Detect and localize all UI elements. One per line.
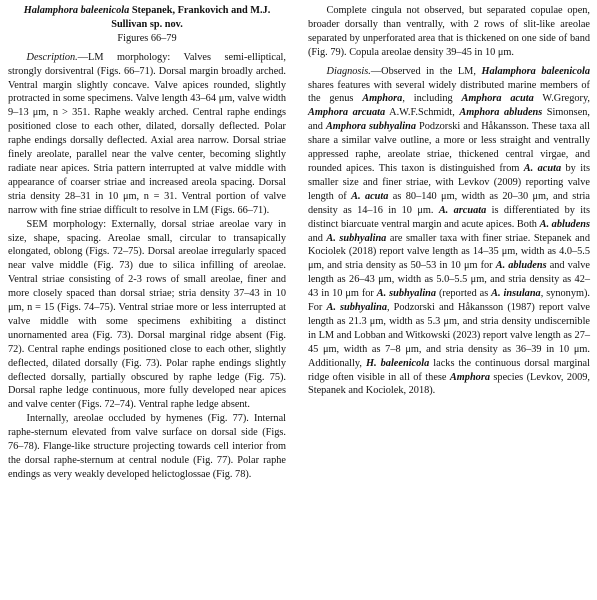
taxon-name: Amphora acuta — [461, 93, 534, 105]
taxon-name: A. abludens — [539, 218, 591, 230]
taxon-name: A. acuta — [523, 162, 562, 174]
diagnosis-text: as 80–140 μm, width as 20–30 μm, and stria density as 14–16 in 10 μm. — [308, 190, 590, 216]
left-column — [8, 4, 286, 482]
taxon-name: A. insulana — [491, 288, 541, 300]
taxon-name: Amphora subhyalina — [325, 121, 416, 133]
cingula-paragraph: Complete cingula not observed, but separated copulae open, broader dorsally than ventrally, with 2 rows of slit-like areolae separated by unperforated area that is thickened on one side of band (Fig. 79). Copula areolae density 39–45 in 10 μm. — [308, 5, 590, 58]
taxon-name: Amphora abludens — [459, 107, 543, 119]
diagnosis-text: lacks the continuous dorsal marginal ridge often visible in all of these — [308, 357, 590, 383]
taxon-name: A. subhyalina — [376, 288, 437, 300]
description-lead: Description. — [26, 51, 78, 63]
diagnosis-text: , synonym). For — [308, 288, 590, 314]
diagnosis-text: is differentiated by its distinct biarcuate ventral margin and acute apices. Both — [308, 204, 590, 230]
sem-paragraph: SEM morphology: Externally, dorsal striae areolae vary in size, shape, spacing. Areolae small, circular to transapically elongated, oblong (Figs. 72–75). Dorsal areolae irregularly spaced near valve middle (Fig. 73) due to silica infilling of areolae. Ventral striae consisting of 2-3 rows of small areolae, finer and more closely spaced than dorsal striae; stria density 37–43 in 10 μm, n = 15 (Figs. 74–75). Ventral striae more or less interrupted at valve middle with some specimens exhibiting a distinct unornamented area (Fig. 73). Dorsal marginal ridge absent (Fig. 72). Central raphe endings positioned close to each other, slightly deflected, dilated dorsally (Fig. 73). Polar raphe endings slightly deflected dorsally, partially obscured by raphe ledge (Fig. 75). Dorsal raphe ledge continuous, more fully developed near apices and valve center (Figs. 72–74). Ventral raphe ledge absent. — [8, 218, 286, 411]
diagnosis-text: species (Levkov, 2009, Stepanek and Kociolek, 2018). — [308, 371, 591, 397]
diagnosis-text: and — [308, 232, 327, 244]
diagnosis-text: , including — [402, 93, 462, 105]
diagnosis-text: , Podzorski and Håkansson (1987) report valve length as 21.3 μm, width as 5.3 μm, and stria density undiscernible in LM and Lobban and Witkowski (2023) report valve length as 27–45 μm, width as 7–8 μm, and stria density as 36–39 in 10 μm. Additionally, — [308, 302, 590, 369]
taxon-name: A. subhyalina — [326, 232, 387, 244]
taxon-name: A. subhyalina — [326, 302, 387, 314]
diagnosis-text: are smaller taxa with finer striae. Stepanek and Kociolek (2018) report valve length as 14–35 μm, width as 4.0–5.5 μm, and stria density as 50–53 in 10 μm for — [308, 232, 590, 272]
diagnosis-text: A.W.F.Schmidt, — [385, 107, 460, 119]
diagnosis-text: —Observed in the LM, — [370, 65, 482, 77]
diagnosis-text: Podzorski and Håkansson. These taxa all share a similar valve outline, a more or less straight and ventrally appressed raphe, areolate striae, thickened central virgae, and rounded apices. This taxon is distinguished from — [308, 121, 590, 174]
right-column — [308, 4, 590, 398]
taxon-name: H. baleenicola — [366, 357, 430, 369]
description-paragraph — [8, 51, 286, 218]
taxon-name: Amphora — [449, 371, 490, 383]
description-text: —LM morphology: Valves semi-elliptical, strongly dorsiventral (Figs. 66–71). Dorsal margin broadly arched. Ventral margin slightly concave. Valve apices rounded, slightly protracted in some specimens. Valve length 43–64 μm, valve width 9–13 μm, n > 351. Raphe weakly arched. Central raphe endings positioned close to each other, dilated, dorsally deflected. Polar raphe endings dorsally deflected. Axial area narrow. Dorsal striae finely areolate, parallel near the valve center, becoming slightly radiate near apices. Stria pattern interrupted at valve middle with appearance of coarser striae and increased areola spacing. Dorsal stria density 28–31 in 10 μm, n = 31. Ventral portion of valve narrow with fine striae difficult to resolve in LM (Figs. 66–71). — [8, 51, 286, 216]
taxon-name: A. arcuata — [438, 204, 487, 216]
diagnosis-lead: Diagnosis. — [326, 65, 371, 77]
taxon-name: Amphora arcuata — [308, 107, 386, 119]
species-title — [8, 4, 286, 32]
figure-reference: Figures 66–79 — [117, 32, 177, 44]
taxon-name: A. abludens — [495, 260, 547, 272]
taxon-name: Halamphora baleenicola — [481, 65, 590, 77]
internal-paragraph: Internally, areolae occluded by hymenes (Fig. 77). Internal raphe-sternum elevated from valve surface on dorsal side (Figs. 76–78). Flange-like structure projecting towards cell interior from the dorsal raphe-sternum at central nodule (Fig. 77). Polar raphe endings as very weakly developed helictoglossae (Fig. 78). — [8, 413, 286, 480]
taxon-name: A. acuta — [351, 190, 389, 202]
diagnosis-text: W.Gregory, — [533, 93, 590, 105]
species-authors: Stepanek, Frankovich and M.J. Sullivan sp. nov. — [111, 5, 271, 30]
diagnosis-text: and valve length as 26–43 μm, width as 5.0–5.5 μm, and stria density as 42–43 in 10 μm for — [308, 260, 590, 300]
diagnosis-paragraph — [308, 65, 590, 399]
species-name: Halamphora baleenicola — [23, 5, 130, 16]
diagnosis-text: Simonsen, and — [308, 107, 590, 133]
diagnosis-text: shares features with several widely distributed marine members of the genus — [308, 79, 590, 105]
diagnosis-text: by its smaller size and finer striae, with Levkov (2009) reporting valve length of — [308, 162, 590, 202]
diagnosis-text: (reported as — [436, 288, 492, 300]
taxon-name: Amphora — [362, 93, 403, 105]
